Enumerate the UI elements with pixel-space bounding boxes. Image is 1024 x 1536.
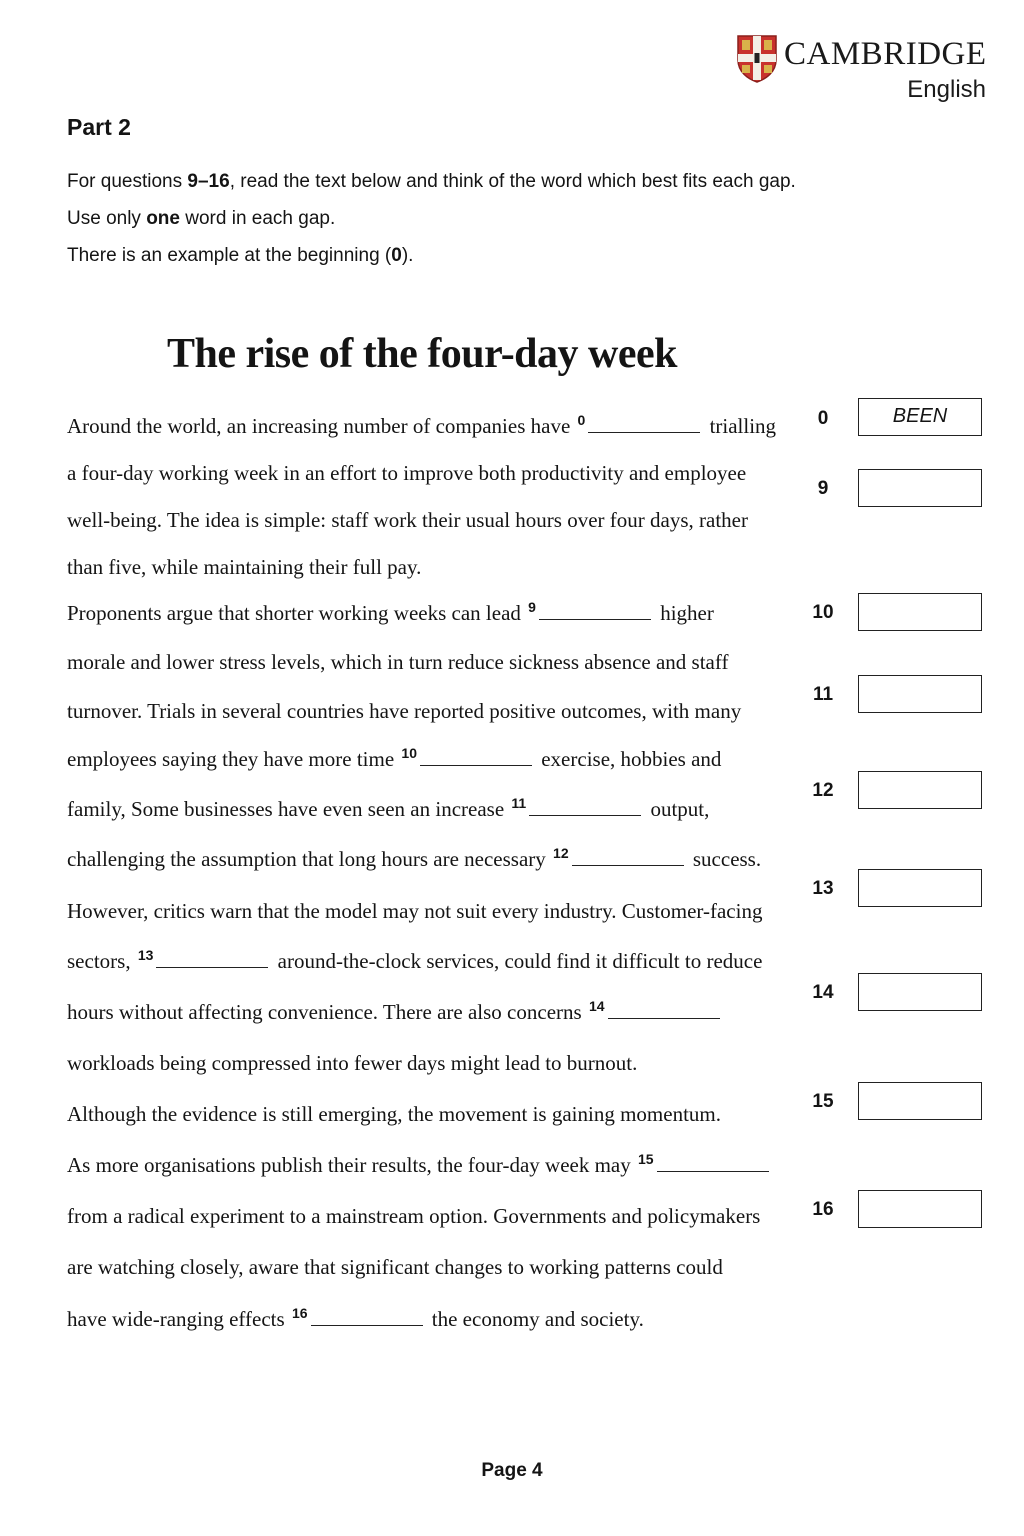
- passage-line: morale and lower stress levels, which in turn reduce sickness absence and staff: [67, 650, 729, 674]
- passage-line: workloads being compressed into fewer days might lead to burnout.: [67, 1051, 638, 1075]
- instruction-line-1: For questions 9–16, read the text below and think of the word which best fits each gap.: [67, 171, 796, 192]
- passage-line: Proponents argue that shorter working weeks can lead $^9$ higher: [67, 599, 714, 625]
- gap-13: 13: [138, 949, 269, 974]
- answer-number-11: 11: [812, 684, 834, 705]
- answer-number-14: 14: [812, 982, 834, 1003]
- passage-line: turnover. Trials in several countries have reported positive outcomes, with many: [67, 699, 742, 723]
- gap-15: 15: [638, 1153, 769, 1178]
- gap-10: 10: [401, 747, 532, 772]
- part-heading: Part 2: [67, 114, 131, 140]
- passage-line: As more organisations publish their results, the four-day week may $^{15}$: [67, 1153, 773, 1178]
- answer-number-0: 0: [817, 408, 829, 429]
- passage-line: employees saying they have more time $^{10}$ exercise, hobbies and: [67, 745, 722, 771]
- gap-11: 11: [511, 797, 641, 822]
- cambridge-english-logo: [736, 34, 996, 104]
- gap-16: 16: [292, 1307, 423, 1332]
- logo-subtitle: English: [907, 76, 986, 103]
- gap-12: 12: [553, 847, 684, 872]
- passage-line: hours without affecting convenience. There are also concerns $^{14}$: [67, 1000, 724, 1025]
- answer-number-12: 12: [812, 780, 834, 801]
- gap-14: 14: [589, 1000, 720, 1025]
- passage-line: from a radical experiment to a mainstream option. Governments and policymakers: [67, 1204, 761, 1228]
- gap-9: 9: [528, 601, 651, 626]
- text-title: The rise of the four-day week: [166, 331, 678, 377]
- answer-box-0: BEEN: [858, 398, 982, 436]
- passage-line: Although the evidence is still emerging, the movement is gaining momentum.: [67, 1102, 722, 1126]
- answer-number-10: 10: [812, 602, 834, 623]
- answer-number-13: 13: [812, 878, 834, 899]
- gap-0: 0: [578, 414, 701, 439]
- answer-box-16[interactable]: [858, 1190, 982, 1228]
- answer-box-10[interactable]: [858, 593, 982, 631]
- cambridge-crest-icon: [736, 34, 778, 84]
- passage-line: are watching closely, aware that significant changes to working patterns could: [67, 1255, 723, 1279]
- passage-line: than five, while maintaining their full pay.: [67, 555, 422, 579]
- passage-line: well-being. The idea is simple: staff work their usual hours over four days, rather: [67, 508, 748, 532]
- answer-box-12[interactable]: [858, 771, 982, 809]
- passage-line: sectors, $^{13}$ around-the-clock services, could find it difficult to reduce: [67, 947, 763, 973]
- passage-line: have wide-ranging effects $^{16}$ the economy and society.: [67, 1305, 644, 1331]
- passage-line: family, Some businesses have even seen an increase $^{11}$ output,: [67, 795, 710, 821]
- answer-number-16: 16: [812, 1199, 834, 1220]
- passage-line: Around the world, an increasing number of companies have $^0$ trialling: [67, 412, 777, 438]
- answer-box-14[interactable]: [858, 973, 982, 1011]
- answer-number-9: 9: [817, 478, 829, 499]
- passage-line: a four-day working week in an effort to improve both productivity and employee: [67, 461, 747, 485]
- passage-line: challenging the assumption that long hours are necessary $^{12}$ success.: [67, 845, 762, 871]
- instruction-line-3: There is an example at the beginning (0).: [67, 245, 414, 266]
- logo-wordmark: CAMBRIDGE: [784, 36, 987, 72]
- answer-box-9[interactable]: [858, 469, 982, 507]
- answer-box-15[interactable]: [858, 1082, 982, 1120]
- instruction-line-2: Use only one word in each gap.: [67, 208, 336, 229]
- passage-line: However, critics warn that the model may not suit every industry. Customer-facing: [67, 899, 763, 923]
- answer-box-13[interactable]: [858, 869, 982, 907]
- answer-number-15: 15: [812, 1091, 834, 1112]
- answer-box-11[interactable]: [858, 675, 982, 713]
- page-number: Page 4: [481, 1460, 543, 1481]
